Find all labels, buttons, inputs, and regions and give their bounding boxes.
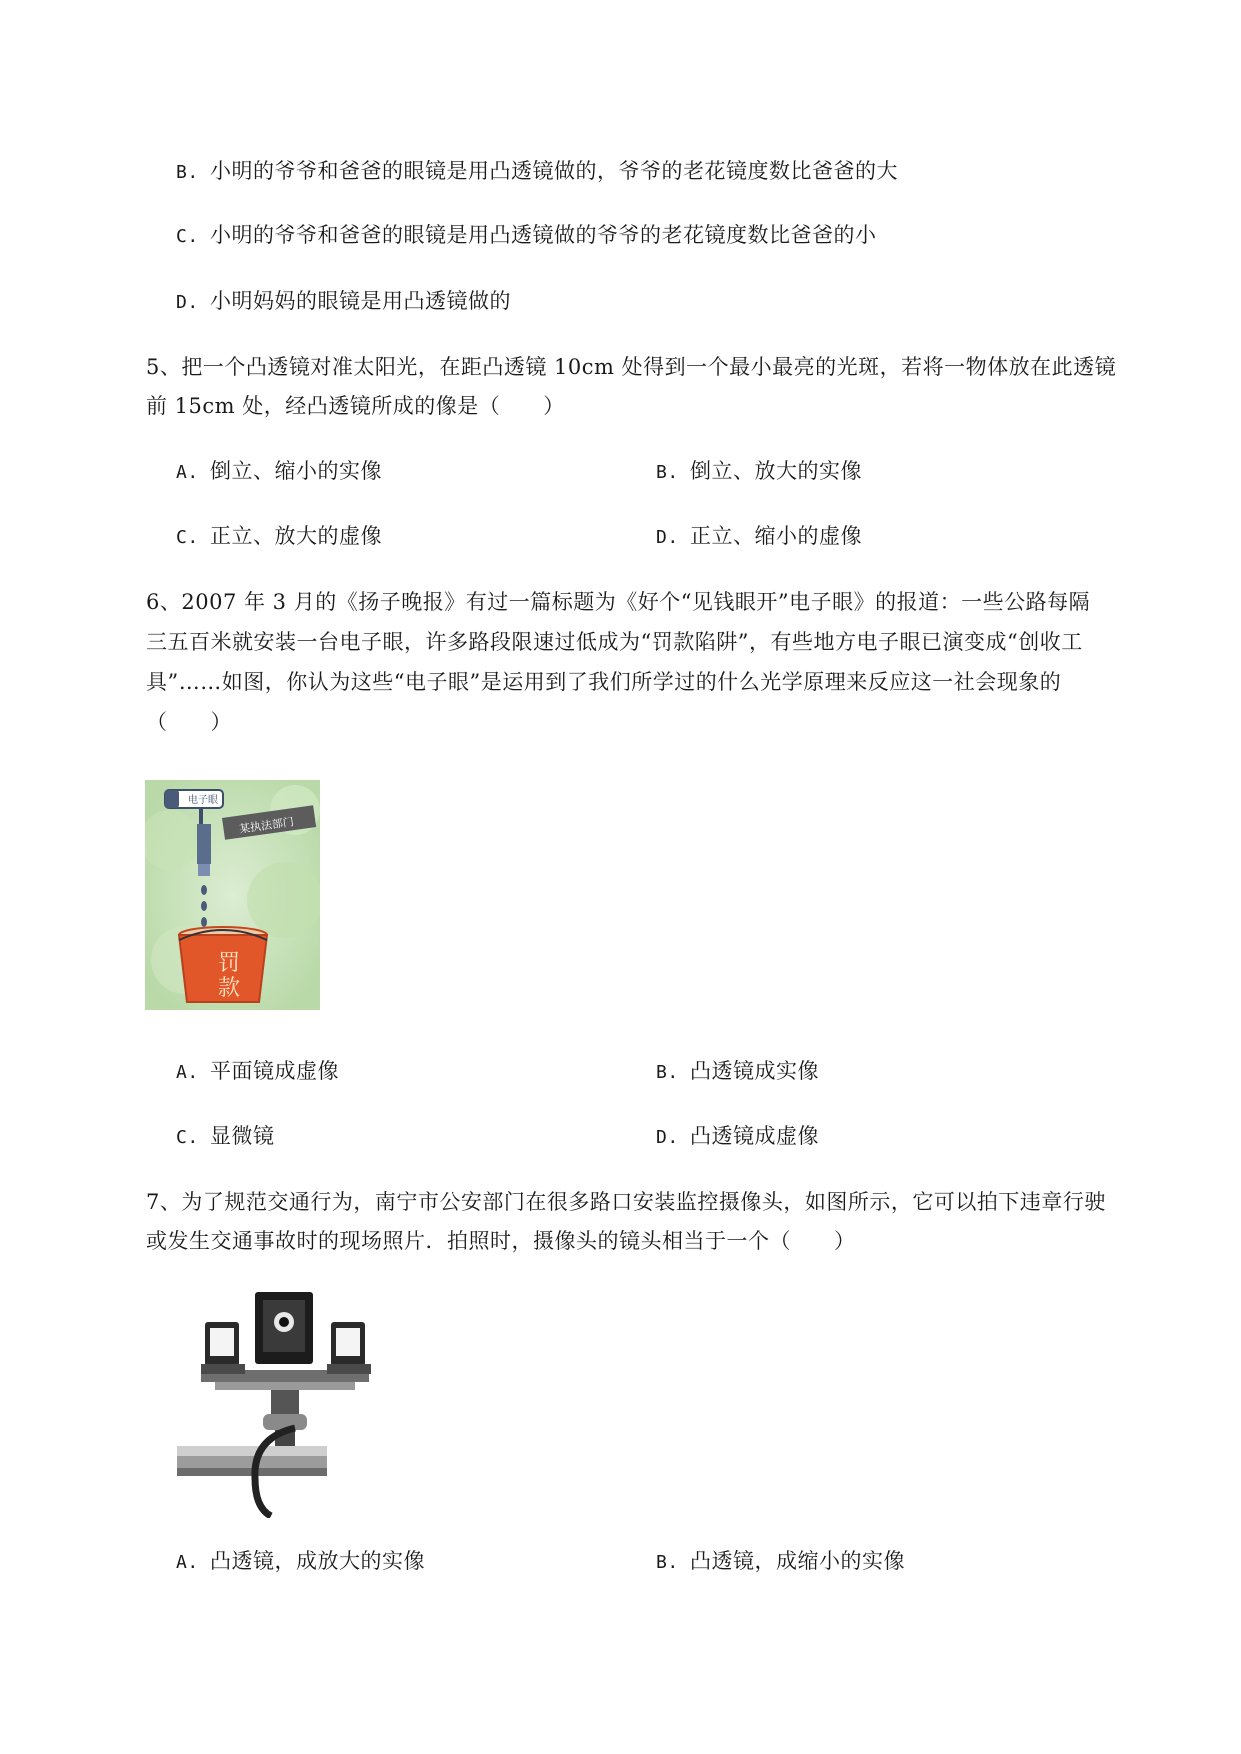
option-key: B. [656, 1552, 679, 1573]
q4-option-d [176, 288, 511, 316]
option-text: 正立、缩小的虚像 [690, 524, 862, 548]
option-text: 显微镜 [210, 1124, 275, 1148]
sign-text: 电子眼 [188, 795, 218, 806]
q6-option-d [656, 1123, 819, 1151]
option-key: D. [176, 292, 199, 313]
q5-option-b [656, 458, 862, 486]
q6-option-a [176, 1058, 339, 1086]
option-text: 小明的爷爷和爸爸的眼镜是用凸透镜做的，爷爷的老花镜度数比爸爸的大 [210, 159, 898, 183]
option-text: 凸透镜成实像 [690, 1059, 819, 1083]
q7-figure-surveillance-camera [175, 1288, 400, 1518]
q6-option-c [176, 1123, 275, 1151]
option-key: D. [656, 527, 679, 548]
q7-option-a [176, 1548, 425, 1576]
q5-stem-line-1: 5、把一个凸透镜对准太阳光，在距凸透镜 10cm 处得到一个最小最亮的光斑，若将一物体放在此透镜 [146, 355, 1117, 379]
option-text: 平面镜成虚像 [210, 1059, 339, 1083]
q6-option-b [656, 1058, 819, 1086]
option-text: 凸透镜，成放大的实像 [210, 1549, 425, 1573]
option-text: 正立、放大的虚像 [210, 524, 382, 548]
bucket-text-2: 款 [217, 976, 241, 1001]
option-key: B. [656, 1062, 679, 1083]
option-text: 凸透镜，成缩小的实像 [690, 1549, 905, 1573]
option-key: A. [176, 1552, 199, 1573]
q5-option-c [176, 523, 382, 551]
option-key: C. [176, 527, 199, 548]
option-key: A. [176, 462, 199, 483]
option-text: 小明的爷爷和爸爸的眼镜是用凸透镜做的爷爷的老花镜度数比爸爸的小 [210, 223, 877, 247]
option-key: A. [176, 1062, 199, 1083]
electronic-eye-cartoon-illustration [145, 780, 320, 1010]
q7-option-b [656, 1548, 905, 1576]
q5-stem-line-2: 前 15cm 处，经凸透镜所成的像是（ ） [146, 394, 565, 418]
banner-text: 某执法部门 [238, 815, 295, 836]
option-key: B. [656, 462, 679, 483]
option-text: 凸透镜成虚像 [690, 1124, 819, 1148]
q5-option-d [656, 523, 862, 551]
surveillance-camera-photo [175, 1288, 400, 1518]
option-key: B. [176, 162, 199, 183]
q7-stem-line-2: 或发生交通事故时的现场照片．拍照时，摄像头的镜头相当于一个（ ） [146, 1229, 856, 1253]
q4-option-b [176, 158, 898, 186]
q6-stem-line-2: 三五百米就安装一台电子眼，许多路段限速过低成为“罚款陷阱”，有些地方电子眼已演变成“创收工 [146, 630, 1083, 654]
option-key: C. [176, 1127, 199, 1148]
option-text: 倒立、缩小的实像 [210, 459, 382, 483]
option-key: D. [656, 1127, 679, 1148]
q4-option-c [176, 222, 877, 250]
option-key: C. [176, 226, 199, 247]
q6-figure-electronic-eye [145, 780, 320, 1010]
q7-stem-line-1: 7、为了规范交通行为，南宁市公安部门在很多路口安装监控摄像头，如图所示，它可以拍下违章行驶 [146, 1190, 1106, 1214]
q5-option-a [176, 458, 382, 486]
option-text: 小明妈妈的眼镜是用凸透镜做的 [210, 289, 511, 313]
q6-stem-line-3: 具”……如图，你认为这些“电子眼”是运用到了我们所学过的什么光学原理来反应这一社会现象的 [146, 670, 1062, 694]
q6-stem-line-1: 6、2007 年 3 月的《扬子晚报》有过一篇标题为《好个“见钱眼开”电子眼》的报道：一些公路每隔 [146, 590, 1091, 614]
bucket-text-1: 罚 [217, 951, 241, 976]
option-text: 倒立、放大的实像 [690, 459, 862, 483]
q6-stem-line-4: （ ） [146, 710, 232, 734]
